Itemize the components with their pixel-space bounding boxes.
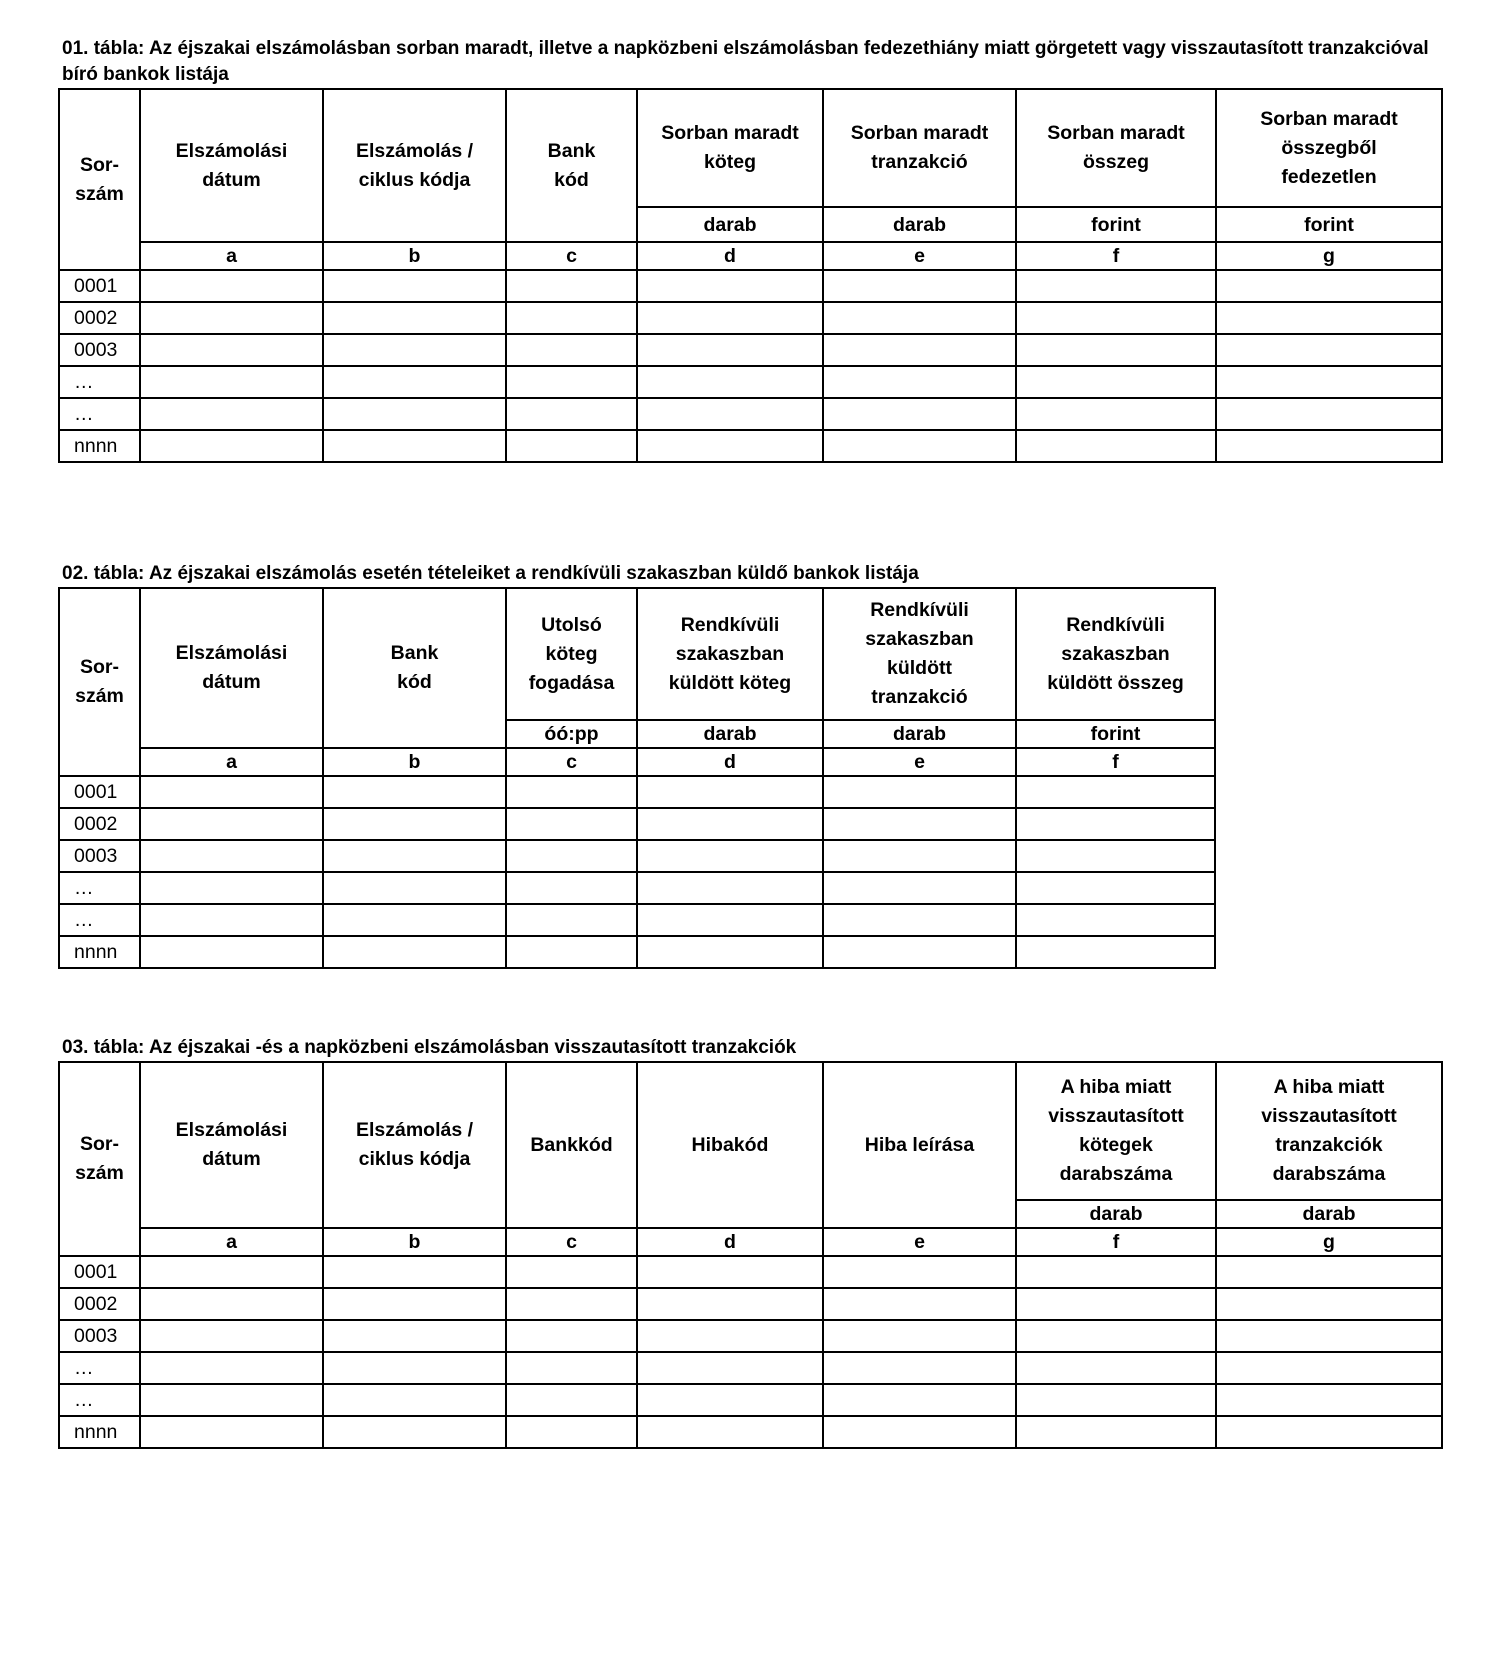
empty-cell[interactable] [140,1384,323,1416]
empty-cell[interactable] [823,334,1016,366]
row-number: 0002 [59,808,140,840]
empty-cell[interactable] [823,904,1016,936]
empty-cell[interactable] [637,776,823,808]
column-letter: f [1016,1228,1216,1256]
empty-cell[interactable] [323,1320,506,1352]
empty-cell[interactable] [1016,1288,1216,1320]
table3-section [58,1035,1443,1449]
column-letter: d [637,242,823,270]
table-row [59,904,1215,936]
header-ciklus-kodja: Elszámolás / ciklus kódja [323,89,506,242]
empty-cell[interactable] [506,1352,637,1384]
row-number: … [59,1352,140,1384]
empty-cell[interactable] [323,1416,506,1448]
column-letter: c [506,748,637,776]
table-row [59,1416,1442,1448]
empty-cell[interactable] [1216,1256,1442,1288]
empty-cell[interactable] [323,776,506,808]
column-letter: g [1216,242,1442,270]
empty-cell[interactable] [1216,270,1442,302]
empty-cell[interactable] [140,840,323,872]
header-bank-kod: Bank kód [506,89,637,242]
empty-cell[interactable] [506,1416,637,1448]
empty-cell[interactable] [140,872,323,904]
empty-cell[interactable] [1016,1416,1216,1448]
table-row [59,936,1215,968]
column-letter: e [823,1228,1016,1256]
row-number: nnnn [59,936,140,968]
table-row [59,776,1215,808]
empty-cell[interactable] [823,1384,1016,1416]
empty-cell[interactable] [323,1352,506,1384]
empty-cell[interactable] [823,872,1016,904]
header-elszamolasi-datum: Elszámolási dátum [140,1062,323,1228]
header-hibakod: Hibakód [637,1062,823,1228]
empty-cell[interactable] [637,904,823,936]
empty-cell[interactable] [1016,302,1216,334]
empty-cell[interactable] [637,1416,823,1448]
table-row [59,1352,1442,1384]
empty-cell[interactable] [637,334,823,366]
header-rendkivuli-tranzakcio: Rendkívüli szakaszban küldött tranzakció [823,588,1016,720]
table-row [59,840,1215,872]
empty-cell[interactable] [1216,1320,1442,1352]
header-hiba-leirasa: Hiba leírása [823,1062,1016,1228]
table2-body [59,776,1215,968]
empty-cell[interactable] [506,398,637,430]
row-number: … [59,398,140,430]
empty-cell[interactable] [1216,1288,1442,1320]
table3-body [59,1256,1442,1448]
empty-cell[interactable] [323,334,506,366]
header-sorban-maradt-osszeg: Sorban maradt összeg [1016,89,1216,207]
table1 [58,88,1443,463]
empty-cell[interactable] [140,936,323,968]
empty-cell[interactable] [140,776,323,808]
table-row [59,1288,1442,1320]
empty-cell[interactable] [637,302,823,334]
empty-cell[interactable] [506,840,637,872]
empty-cell[interactable] [140,270,323,302]
empty-cell[interactable] [1216,1416,1442,1448]
empty-cell[interactable] [637,1384,823,1416]
empty-cell[interactable] [140,1288,323,1320]
unit-cell: óó:pp [506,720,637,748]
empty-cell[interactable] [637,398,823,430]
table-row [59,1256,1442,1288]
table1-title: 01. tábla: Az éjszakai elszámolásban sorban maradt, illetve a napközbeni elszámolásban fedezethiány miatt görgetett vagy visszautasított tranzakcióval bíró bankok listája [62,38,1429,85]
empty-cell[interactable] [1016,366,1216,398]
header-elszamolasi-datum: Elszámolási dátum [140,588,323,748]
column-letter: b [323,242,506,270]
table3-title: 03. tábla: Az éjszakai -és a napközbeni elszámolásban visszautasított tranzakciók [62,1037,797,1058]
empty-cell[interactable] [1016,1384,1216,1416]
row-number: … [59,872,140,904]
empty-cell[interactable] [1016,1256,1216,1288]
header-rendkivuli-osszeg: Rendkívüli szakaszban küldött összeg [1016,588,1215,720]
column-letter: d [637,1228,823,1256]
unit-cell: darab [1216,1200,1442,1228]
header-sorban-maradt-koteg: Sorban maradt köteg [637,89,823,207]
empty-cell[interactable] [323,904,506,936]
empty-cell[interactable] [823,1352,1016,1384]
empty-cell[interactable] [140,334,323,366]
empty-cell[interactable] [1216,302,1442,334]
empty-cell[interactable] [1016,936,1215,968]
unit-cell: forint [1216,207,1442,242]
table-row [59,366,1442,398]
empty-cell[interactable] [1216,1384,1442,1416]
empty-cell[interactable] [1016,840,1215,872]
empty-cell[interactable] [823,1288,1016,1320]
empty-cell[interactable] [323,398,506,430]
empty-cell[interactable] [323,936,506,968]
empty-cell[interactable] [823,840,1016,872]
empty-cell[interactable] [1016,430,1216,462]
table3 [58,1061,1443,1449]
empty-cell[interactable] [823,398,1016,430]
empty-cell[interactable] [506,334,637,366]
empty-cell[interactable] [1016,270,1216,302]
empty-cell[interactable] [1216,366,1442,398]
empty-cell[interactable] [823,808,1016,840]
empty-cell[interactable] [323,840,506,872]
table1-section [58,36,1443,463]
unit-cell: darab [1016,1200,1216,1228]
table2-section [58,561,1442,969]
table-row [59,1320,1442,1352]
empty-cell[interactable] [140,808,323,840]
row-number: nnnn [59,1416,140,1448]
header-bankkod: Bankkód [506,1062,637,1228]
empty-cell[interactable] [140,1256,323,1288]
empty-cell[interactable] [637,1288,823,1320]
header-rendkivuli-koteg: Rendkívüli szakaszban küldött köteg [637,588,823,720]
empty-cell[interactable] [1016,334,1216,366]
empty-cell[interactable] [823,1256,1016,1288]
header-sorban-maradt-tranzakcio: Sorban maradt tranzakció [823,89,1016,207]
row-number: 0003 [59,840,140,872]
row-number: … [59,366,140,398]
empty-cell[interactable] [323,366,506,398]
table-row [59,334,1442,366]
empty-cell[interactable] [1016,1320,1216,1352]
header-fedezetlen: Sorban maradt összegből fedezetlen [1216,89,1442,207]
header-sorszam: Sor- szám [59,1062,140,1256]
empty-cell[interactable] [506,1320,637,1352]
row-number: … [59,904,140,936]
row-number: 0001 [59,776,140,808]
empty-cell[interactable] [1016,872,1215,904]
empty-cell[interactable] [323,872,506,904]
column-letter: c [506,242,637,270]
empty-cell[interactable] [323,1288,506,1320]
empty-cell[interactable] [1216,430,1442,462]
unit-cell: darab [637,207,823,242]
empty-cell[interactable] [506,872,637,904]
empty-cell[interactable] [637,366,823,398]
header-bank-kod: Bank kód [323,588,506,748]
column-letter: f [1016,242,1216,270]
empty-cell[interactable] [637,270,823,302]
empty-cell[interactable] [1016,776,1215,808]
unit-cell: darab [637,720,823,748]
empty-cell[interactable] [1216,398,1442,430]
header-utolso-koteg: Utolsó köteg fogadása [506,588,637,720]
empty-cell[interactable] [1016,398,1216,430]
table2 [58,587,1216,969]
empty-cell[interactable] [637,1256,823,1288]
empty-cell[interactable] [823,1320,1016,1352]
header-elszamolasi-datum: Elszámolási dátum [140,89,323,242]
empty-cell[interactable] [823,776,1016,808]
empty-cell[interactable] [323,1384,506,1416]
empty-cell[interactable] [637,1352,823,1384]
empty-cell[interactable] [637,936,823,968]
table-row [59,270,1442,302]
empty-cell[interactable] [823,1416,1016,1448]
column-letter: e [823,748,1016,776]
unit-cell: darab [823,720,1016,748]
unit-cell: darab [823,207,1016,242]
empty-cell[interactable] [823,270,1016,302]
empty-cell[interactable] [823,366,1016,398]
empty-cell[interactable] [1216,1352,1442,1384]
empty-cell[interactable] [637,872,823,904]
table1-body [59,270,1442,462]
empty-cell[interactable] [506,270,637,302]
empty-cell[interactable] [323,302,506,334]
empty-cell[interactable] [506,1384,637,1416]
table-row [59,430,1442,462]
empty-cell[interactable] [637,840,823,872]
unit-cell: forint [1016,720,1215,748]
empty-cell[interactable] [637,1320,823,1352]
empty-cell[interactable] [323,1256,506,1288]
empty-cell[interactable] [140,366,323,398]
column-letter: d [637,748,823,776]
empty-cell[interactable] [140,430,323,462]
row-number: … [59,1384,140,1416]
empty-cell[interactable] [637,808,823,840]
table-row [59,808,1215,840]
row-number: 0001 [59,1256,140,1288]
table-row [59,872,1215,904]
empty-cell[interactable] [140,1416,323,1448]
empty-cell[interactable] [506,302,637,334]
empty-cell[interactable] [506,1288,637,1320]
empty-cell[interactable] [1016,1352,1216,1384]
empty-cell[interactable] [1016,904,1215,936]
column-letter: a [140,748,323,776]
empty-cell[interactable] [140,904,323,936]
empty-cell[interactable] [1016,808,1215,840]
column-letter: g [1216,1228,1442,1256]
column-letter: c [506,1228,637,1256]
table-row [59,398,1442,430]
empty-cell[interactable] [823,430,1016,462]
empty-cell[interactable] [140,1320,323,1352]
empty-cell[interactable] [506,936,637,968]
empty-cell[interactable] [637,430,823,462]
empty-cell[interactable] [323,270,506,302]
header-ciklus-kodja: Elszámolás / ciklus kódja [323,1062,506,1228]
empty-cell[interactable] [323,808,506,840]
table-row [59,1384,1442,1416]
empty-cell[interactable] [140,1352,323,1384]
empty-cell[interactable] [506,1256,637,1288]
empty-cell[interactable] [1216,334,1442,366]
empty-cell[interactable] [506,808,637,840]
empty-cell[interactable] [140,398,323,430]
empty-cell[interactable] [823,302,1016,334]
row-number: nnnn [59,430,140,462]
empty-cell[interactable] [823,936,1016,968]
empty-cell[interactable] [323,430,506,462]
empty-cell[interactable] [140,302,323,334]
row-number: 0002 [59,1288,140,1320]
empty-cell[interactable] [506,430,637,462]
column-letter: b [323,1228,506,1256]
empty-cell[interactable] [506,366,637,398]
unit-cell: forint [1016,207,1216,242]
column-letter: e [823,242,1016,270]
column-letter: a [140,1228,323,1256]
row-number: 0003 [59,1320,140,1352]
header-sorszam: Sor- szám [59,89,140,270]
header-kotegek-darabszama: A hiba miatt visszautasított kötegek darabszáma [1016,1062,1216,1200]
header-sorszam: Sor- szám [59,588,140,776]
column-letter: f [1016,748,1215,776]
table-row [59,302,1442,334]
row-number: 0003 [59,334,140,366]
empty-cell[interactable] [506,776,637,808]
table2-title: 02. tábla: Az éjszakai elszámolás esetén tételeiket a rendkívüli szakaszban küldő bankok listája [62,563,919,584]
header-tranzakciok-darabszama: A hiba miatt visszautasított tranzakciók darabszáma [1216,1062,1442,1200]
row-number: 0001 [59,270,140,302]
row-number: 0002 [59,302,140,334]
column-letter: a [140,242,323,270]
column-letter: b [323,748,506,776]
empty-cell[interactable] [506,904,637,936]
